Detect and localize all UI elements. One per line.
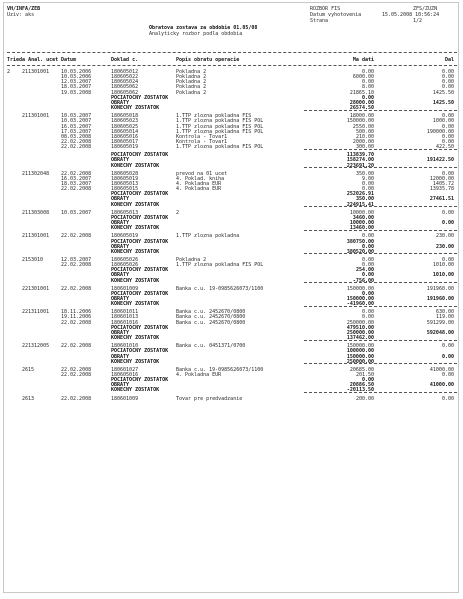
date-cell: 22.02.2008 xyxy=(61,170,92,177)
description-cell: 4. Pokladna EUR xyxy=(176,186,222,193)
debit-cell: 150000.00 xyxy=(346,285,374,292)
summary-label: POCIATOCNY ZOSTATOK xyxy=(111,267,169,274)
description-cell: Kontrola - Tovar1 xyxy=(176,133,228,140)
description-cell: 1.TTP zlozna pokladna FIS POL xyxy=(176,144,264,151)
debit-cell: 2000.00 xyxy=(352,138,374,145)
document-cell: 180605016 xyxy=(111,371,139,378)
debit-cell: 8.00 xyxy=(361,84,374,91)
debit-cell: 150000.00 xyxy=(346,353,374,360)
document-cell: 180601011 xyxy=(111,309,139,316)
debit-cell: 252026.91 xyxy=(346,191,374,198)
date-cell: 17.03.2007 xyxy=(61,128,92,135)
description-cell: Banka c.u. 19-0985626073/1100 xyxy=(176,366,264,373)
debit-cell: 158274.00 xyxy=(346,157,374,164)
subtotal-rule xyxy=(304,110,457,111)
credit-cell: 630.00 xyxy=(435,309,454,316)
account-cell: 221301001 xyxy=(22,285,50,292)
credit-cell: 119.00 xyxy=(435,314,454,321)
summary-label: POCIATOCNY ZOSTATOK xyxy=(111,152,169,159)
report-label: ROZBOR FIS xyxy=(310,6,341,12)
user-label: Uziv: aks xyxy=(7,12,35,18)
debit-cell: 223691.20 xyxy=(346,162,374,169)
credit-cell: 0.00 xyxy=(441,353,454,360)
document-cell: 180605026 xyxy=(111,262,139,269)
summary-label: OBRATY xyxy=(111,353,130,360)
document-cell: 180605015 xyxy=(111,186,139,193)
document-cell: 180605012 xyxy=(111,69,139,75)
document-cell: 180601009 xyxy=(111,395,139,402)
account-cell: 2613 xyxy=(22,395,35,402)
document-cell: 180605013 xyxy=(111,209,139,216)
debit-cell: 18000.00 xyxy=(349,113,374,120)
document-cell: 180601027 xyxy=(111,366,139,373)
credit-cell: 0.00 xyxy=(441,371,454,378)
credit-cell: 191960.00 xyxy=(426,296,454,302)
summary-label: OBRATY xyxy=(111,329,130,336)
debit-cell: 28000.00 xyxy=(349,99,374,106)
credit-cell: 0.00 xyxy=(441,343,454,350)
debit-cell: 150000.00 xyxy=(346,118,374,125)
description-cell: 4. Pokladna EUR xyxy=(176,371,222,378)
description-cell: Pokladna 2 xyxy=(176,79,207,86)
debit-cell: 0.00 xyxy=(361,94,374,101)
summary-label: OBRATY xyxy=(111,220,130,227)
credit-cell: 0.00 xyxy=(441,220,454,227)
debit-cell: 380520.00 xyxy=(346,248,374,255)
credit-cell: 1425.50 xyxy=(432,89,454,96)
summary-label: POCIATOCNY ZOSTATOK xyxy=(111,324,169,331)
credit-cell: 0.00 xyxy=(441,133,454,140)
description-cell: Pokladna 2 xyxy=(176,89,207,96)
summary-label: KONECNY ZOSTATOK xyxy=(111,358,160,365)
credit-cell: 591299.00 xyxy=(426,319,454,326)
date-cell: 22.02.2008 xyxy=(61,144,92,151)
debit-cell: 26574.50 xyxy=(349,105,374,112)
debit-cell: -20113.50 xyxy=(346,387,374,394)
date-cell: 22.02.2008 xyxy=(61,395,92,402)
date-cell: 22.02.2008 xyxy=(61,285,92,292)
document-cell: 180605025 xyxy=(111,123,139,130)
date-cell: 18.03.2007 xyxy=(61,84,92,91)
credit-cell: 41000.00 xyxy=(429,366,454,373)
debit-cell: 0.00 xyxy=(361,256,374,263)
credit-cell: 0.00 xyxy=(441,395,454,402)
debit-cell: 350.00 xyxy=(355,196,374,203)
date-cell: 10.03.2006 xyxy=(61,74,92,81)
date-cell: 22.02.2008 xyxy=(61,371,92,378)
report-subtitle: Analyticky rozbor podla obdobia xyxy=(149,31,243,37)
date-cell: 22.02.2008 xyxy=(61,186,92,193)
date-cell: 22.02.2008 xyxy=(61,262,92,269)
date-cell: 22.02.2008 xyxy=(61,138,92,145)
debit-cell: 0.00 xyxy=(361,69,374,75)
document-cell: 180605022 xyxy=(111,74,139,81)
document-cell: 180601009 xyxy=(111,285,139,292)
debit-cell: 13460.00 xyxy=(349,225,374,232)
subtotal-rule xyxy=(304,167,457,168)
debit-cell: 137462.00 xyxy=(346,335,374,342)
credit-cell: 0.00 xyxy=(441,123,454,130)
debit-cell: 20886.50 xyxy=(349,382,374,389)
date-cell: 10.03.2007 xyxy=(61,113,92,120)
debit-cell: 0.00 xyxy=(361,262,374,269)
subtotal-rule xyxy=(304,340,457,341)
debit-cell: 113839.70 xyxy=(346,152,374,159)
debit-cell: 100000.00 xyxy=(346,348,374,355)
page-label: Strana xyxy=(310,18,329,24)
account-cell: 211301001 xyxy=(22,113,50,120)
summary-label: OBRATY xyxy=(111,272,130,279)
credit-cell: 0.00 xyxy=(441,209,454,216)
document-cell: 180605024 xyxy=(111,79,139,86)
description-cell: 1.TTP zlozna pokladna xyxy=(176,233,240,240)
summary-label: POCIATOCNY ZOSTATOK xyxy=(111,94,169,101)
summary-label: KONECNY ZOSTATOK xyxy=(111,248,160,255)
date-cell: 16.03.2007 xyxy=(61,175,92,182)
credit-cell: 0.00 xyxy=(441,256,454,263)
credit-cell: 1000.00 xyxy=(432,118,454,125)
document-cell: 180605023 xyxy=(111,118,139,125)
description-cell: 2 xyxy=(176,209,180,216)
column-header-debit: Ma dati xyxy=(352,57,374,63)
debit-cell: 300.00 xyxy=(355,144,374,151)
description-cell: Banka c.u. 2452670/0800 xyxy=(176,309,246,316)
date-cell: 22.02.2008 xyxy=(61,319,92,326)
description-cell: Banka c.u. 2452670/0800 xyxy=(176,314,246,321)
date-cell: 22.02.2008 xyxy=(61,233,92,240)
column-header-credit: Dal xyxy=(444,57,454,63)
document-cell: 180605016 xyxy=(111,133,139,140)
debit-cell: 0.00 xyxy=(361,290,374,297)
description-cell: Banka c.u. 19-0985626073/1100 xyxy=(176,285,264,292)
class-cell: 2 xyxy=(7,69,11,75)
debit-cell: 201.50 xyxy=(355,371,374,378)
summary-label: KONECNY ZOSTATOK xyxy=(111,387,160,394)
summary-label: OBRATY xyxy=(111,296,130,302)
company-name: VH/INFA/ZEB xyxy=(7,6,41,12)
account-cell: 211302048 xyxy=(22,170,50,177)
summary-label: KONECNY ZOSTATOK xyxy=(111,335,160,342)
debit-cell: 224915.41 xyxy=(346,201,374,208)
debit-cell: 479510.00 xyxy=(346,324,374,331)
document-cell: 180601013 xyxy=(111,314,139,321)
date-cell: 16.03.2007 xyxy=(61,123,92,130)
report-code: ZFS/ZUZN xyxy=(413,6,438,12)
credit-cell: 0.00 xyxy=(441,84,454,91)
debit-cell: 21865.10 xyxy=(349,89,374,96)
debit-cell: -756.00 xyxy=(352,277,374,284)
summary-label: OBRATY xyxy=(111,382,130,389)
credit-cell: 1010.00 xyxy=(432,272,454,279)
column-header-cell: Trieda Anal. ucet xyxy=(7,57,59,63)
summary-label: KONECNY ZOSTATOK xyxy=(111,225,160,232)
summary-label: KONECNY ZOSTATOK xyxy=(111,301,160,308)
document-cell: 180601016 xyxy=(111,319,139,326)
description-cell: 1.TTP zlozna pokladna FIS POL xyxy=(176,262,264,269)
description-cell: Pokladna 2 xyxy=(176,69,207,75)
debit-cell: 200.00 xyxy=(355,395,374,402)
credit-cell: 0.00 xyxy=(441,170,454,177)
summary-label: POCIATOCNY ZOSTATOK xyxy=(111,238,169,245)
debit-cell: 0.00 xyxy=(361,181,374,187)
column-header-cell: Datum xyxy=(61,57,77,63)
date-cell: 10.03.2006 xyxy=(61,69,92,75)
date-cell: 08.03.2008 xyxy=(61,133,92,140)
date-cell: 10.03.2007 xyxy=(61,118,92,125)
description-cell: Kontrola - Tovar1 xyxy=(176,138,228,145)
credit-cell: 592048.00 xyxy=(426,329,454,336)
document-cell: 180605013 xyxy=(111,181,139,187)
document-cell: 180605018 xyxy=(111,113,139,120)
credit-cell: 0.00 xyxy=(441,138,454,145)
debit-cell: 0.00 xyxy=(361,79,374,86)
summary-label: OBRATY xyxy=(111,157,130,164)
credit-cell: 0.00 xyxy=(441,69,454,75)
credit-cell: 1010.00 xyxy=(432,262,454,269)
debit-cell: 9.00 xyxy=(361,175,374,182)
account-cell: 2615 xyxy=(22,366,35,373)
subtotal-rule xyxy=(304,253,457,254)
debit-cell: 0.00 xyxy=(361,243,374,250)
description-cell: 1.TTP zlozna pokladna FIS POL xyxy=(176,123,264,130)
column-header-cell: Doklad c. xyxy=(111,57,139,63)
date-cell: 19.03.2008 xyxy=(61,89,92,96)
description-cell: 4. Poklad. kniha xyxy=(176,175,225,182)
credit-cell: 191960.00 xyxy=(426,285,454,292)
description-cell: 1.TTP zlozna pokladna FIS POL xyxy=(176,128,264,135)
debit-cell: 250000.00 xyxy=(346,319,374,326)
document-cell: 180605062 xyxy=(111,84,139,91)
summary-label: OBRATY xyxy=(111,99,130,106)
account-cell: 2153010 xyxy=(22,256,44,263)
credit-cell: 27461.51 xyxy=(429,196,454,203)
debit-cell: -41960.00 xyxy=(346,301,374,308)
description-cell: Banka c.u. 0451371/0700 xyxy=(176,343,246,350)
document-cell: 180605017 xyxy=(111,138,139,145)
summary-label: POCIATOCNY ZOSTATOK xyxy=(111,377,169,384)
report-title: Obratova zostava za obdobie 01.05/08 xyxy=(149,25,258,31)
debit-cell: 0.00 xyxy=(361,233,374,240)
date-cell: 10.03.2007 xyxy=(61,209,92,216)
date-cell: 18.11.2006 xyxy=(61,309,92,316)
date-value: 15.05.2008 10:56:24 xyxy=(382,12,440,18)
summary-label: POCIATOCNY ZOSTATOK xyxy=(111,348,169,355)
debit-cell: 0.00 xyxy=(361,377,374,384)
document-cell: 180605028 xyxy=(111,170,139,177)
header-rule-bottom xyxy=(7,65,457,66)
date-cell: 12.03.2007 xyxy=(61,79,92,86)
document-cell: 180605019 xyxy=(111,233,139,240)
description-cell: Pokladna 2 xyxy=(176,84,207,91)
date-cell: 12.03.2007 xyxy=(61,256,92,263)
credit-cell: 0.00 xyxy=(441,113,454,120)
document-cell: 180605019 xyxy=(111,144,139,151)
subtotal-rule xyxy=(304,149,457,150)
description-cell: 1.TTP zlozna pokladna FIS xyxy=(176,113,252,120)
page-value: 1/2 xyxy=(413,18,423,24)
credit-cell: 0.00 xyxy=(441,79,454,86)
account-cell: 221312005 xyxy=(22,343,50,350)
credit-cell: 230.00 xyxy=(435,233,454,240)
document-cell: 180601010 xyxy=(111,343,139,350)
date-cell: 19.11.2006 xyxy=(61,314,92,321)
document-cell: 180605062 xyxy=(111,89,139,96)
credit-cell: 190000.00 xyxy=(426,128,454,135)
subtotal-rule xyxy=(304,282,457,283)
description-cell: Banka c.u. 2452670/0800 xyxy=(176,319,246,326)
date-cell: 22.02.2008 xyxy=(61,343,92,350)
credit-cell: 1425.50 xyxy=(432,99,454,106)
summary-label: KONECNY ZOSTATOK xyxy=(111,277,160,284)
header-rule-top xyxy=(7,52,457,53)
debit-cell: 0.00 xyxy=(361,186,374,193)
subtotal-rule xyxy=(304,363,457,364)
account-cell: 221311001 xyxy=(22,309,50,316)
debit-cell: 210.00 xyxy=(355,133,374,140)
summary-label: OBRATY xyxy=(111,243,130,250)
summary-label: POCIATOCNY ZOSTATOK xyxy=(111,290,169,297)
account-cell: 211301001 xyxy=(22,233,50,240)
credit-cell: 422.50 xyxy=(435,144,454,151)
debit-cell: 0.00 xyxy=(361,272,374,279)
debit-cell: 500.00 xyxy=(355,128,374,135)
summary-label: OBRATY xyxy=(111,196,130,203)
credit-cell: 191422.50 xyxy=(426,157,454,164)
description-cell: prevod na 01 ucet xyxy=(176,170,228,177)
subtotal-rule xyxy=(304,230,457,231)
summary-label: POCIATOCNY ZOSTATOK xyxy=(111,214,169,221)
document-cell: 180605026 xyxy=(111,256,139,263)
account-cell: 211303008 xyxy=(22,209,50,216)
credit-cell: 41000.00 xyxy=(429,382,454,389)
debit-cell: 2550.00 xyxy=(352,123,374,130)
description-cell: Pokladna 2 xyxy=(176,256,207,263)
debit-cell: 6000.00 xyxy=(352,74,374,81)
summary-label: KONECNY ZOSTATOK xyxy=(111,201,160,208)
debit-cell: 0.00 xyxy=(361,309,374,316)
date-label: Datum vyhotovenia xyxy=(310,12,362,18)
debit-cell: 254.00 xyxy=(355,267,374,274)
credit-cell: 0.00 xyxy=(441,74,454,81)
debit-cell: 10000.00 xyxy=(349,220,374,227)
summary-label: KONECNY ZOSTATOK xyxy=(111,162,160,169)
debit-cell: 380750.00 xyxy=(346,238,374,245)
date-cell: 22.02.2008 xyxy=(61,366,92,373)
debit-cell: 150000.00 xyxy=(346,343,374,350)
debit-cell: 250000.00 xyxy=(346,358,374,365)
subtotal-rule xyxy=(304,306,457,307)
column-header-cell: Popis obratu operacie xyxy=(176,57,240,63)
debit-cell: 20685.00 xyxy=(349,366,374,373)
debit-cell: 10000.00 xyxy=(349,209,374,216)
credit-cell: 230.00 xyxy=(435,243,454,250)
summary-label: POCIATOCNY ZOSTATOK xyxy=(111,191,169,198)
report-page xyxy=(3,2,459,593)
debit-cell: 250000.00 xyxy=(346,329,374,336)
subtotal-rule xyxy=(304,392,457,393)
date-cell: 18.03.2007 xyxy=(61,181,92,187)
document-cell: 180605014 xyxy=(111,128,139,135)
description-cell: 4. Pokladna EUR xyxy=(176,181,222,187)
debit-cell: 0.00 xyxy=(361,314,374,321)
credit-cell: 12000.00 xyxy=(429,175,454,182)
description-cell: 1.TTP zlozna pokladna FIS POL xyxy=(176,118,264,125)
summary-label: KONECNY ZOSTATOK xyxy=(111,105,160,112)
description-cell: Tovar pre predvadzanie xyxy=(176,395,243,402)
debit-cell: 350.00 xyxy=(355,170,374,177)
debit-cell: 150000.00 xyxy=(346,296,374,302)
document-cell: 180605019 xyxy=(111,175,139,182)
description-cell: Pokladna 2 xyxy=(176,74,207,81)
credit-cell: 1405.72 xyxy=(432,181,454,187)
account-cell: 211301001 xyxy=(22,69,50,75)
credit-cell: 13935.78 xyxy=(429,186,454,193)
debit-cell: 3460.00 xyxy=(352,214,374,221)
subtotal-rule xyxy=(304,206,457,207)
